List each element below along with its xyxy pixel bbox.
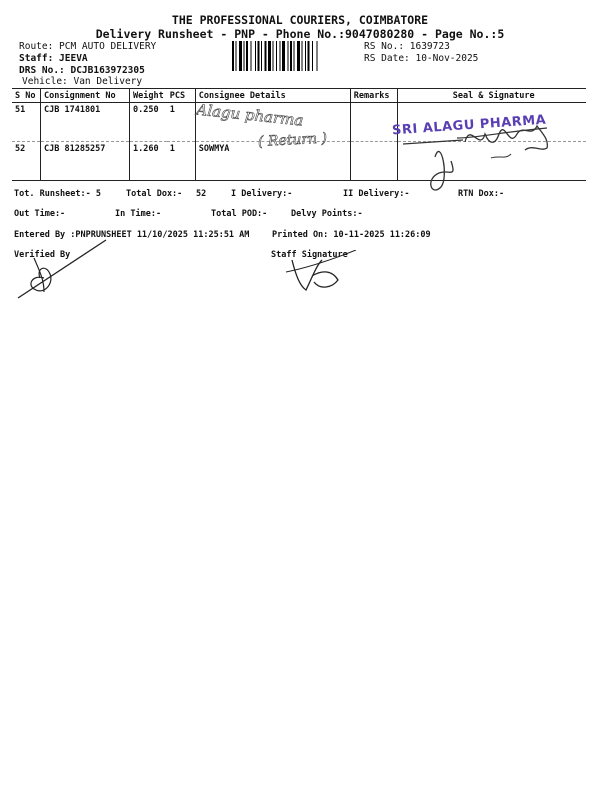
entered-by: Entered By :PNPRUNSHEET 11/10/2025 11:25:51 AM <box>14 230 250 240</box>
handwritten-note-line2: ( Return ) <box>257 130 328 150</box>
rs-date: RS Date: 10-Nov-2025 <box>364 53 479 64</box>
handwritten-note <box>188 100 358 150</box>
total-pod-label: Total POD:- <box>211 209 268 219</box>
vehicle-label: Vehicle: Van Delivery <box>22 76 143 87</box>
col-pcs: PCS <box>167 89 196 103</box>
col-sno: S No <box>12 89 41 103</box>
route-label: Route: PCM AUTO DELIVERY <box>19 41 157 52</box>
col-consignment: Consignment No <box>41 89 130 103</box>
cell-pcs: 1 <box>167 142 196 181</box>
printed-on: Printed On: 10-11-2025 11:26:09 <box>272 230 431 240</box>
handwritten-note-line1: Alagu pharma <box>195 100 305 130</box>
total-runsheet: Tot. Runsheet:- 5 <box>14 189 101 199</box>
col-remarks: Remarks <box>350 89 397 103</box>
cell-consignee: SOWMYA <box>195 142 350 181</box>
staff-signature-icon <box>282 250 362 300</box>
pharmacy-stamp: SRI ALAGU PHARMA <box>391 112 547 139</box>
out-time-label: Out Time:- <box>14 209 66 219</box>
staff-label: Staff: JEEVA <box>19 53 88 64</box>
rtn-dox-label: RTN Dox:- <box>458 189 505 199</box>
barcode-icon <box>232 41 360 71</box>
total-dox-label: Total Dox:- <box>126 189 183 199</box>
col-seal: Seal & Signature <box>397 89 586 103</box>
i-delivery-label: I Delivery:- <box>231 189 293 199</box>
recipient-signature-icon <box>395 112 565 197</box>
delvy-points-label: Delvy Points:- <box>291 209 363 219</box>
col-consignee: Consignee Details <box>195 89 350 103</box>
staff-signature-label: Staff Signature <box>271 250 348 260</box>
cell-pcs: 1 <box>167 103 196 142</box>
cell-consignment: CJB 1741801 <box>41 103 130 142</box>
cell-weight: 1.260 <box>130 142 167 181</box>
company-title: THE PROFESSIONAL COURIERS, COIMBATORE <box>171 13 429 27</box>
verifier-signature-icon <box>14 238 114 302</box>
ii-delivery-label: II Delivery:- <box>343 189 410 199</box>
drs-label: DRS No.: DCJB163972305 <box>19 65 145 76</box>
cell-sno: 52 <box>12 142 41 181</box>
runsheet-subtitle: Delivery Runsheet - PNP - Phone No.:9047080280 - Page No.:5 <box>95 27 505 41</box>
col-weight: Weight <box>130 89 167 103</box>
cell-weight: 0.250 <box>130 103 167 142</box>
rs-number: RS No.: 1639723 <box>364 41 450 52</box>
in-time-label: In Time:- <box>115 209 162 219</box>
total-dox-value: 52 <box>196 189 207 199</box>
cell-sno: 51 <box>12 103 41 142</box>
cell-consignment: CJB 81285257 <box>41 142 130 181</box>
verified-by-label: Verified By <box>14 250 71 260</box>
